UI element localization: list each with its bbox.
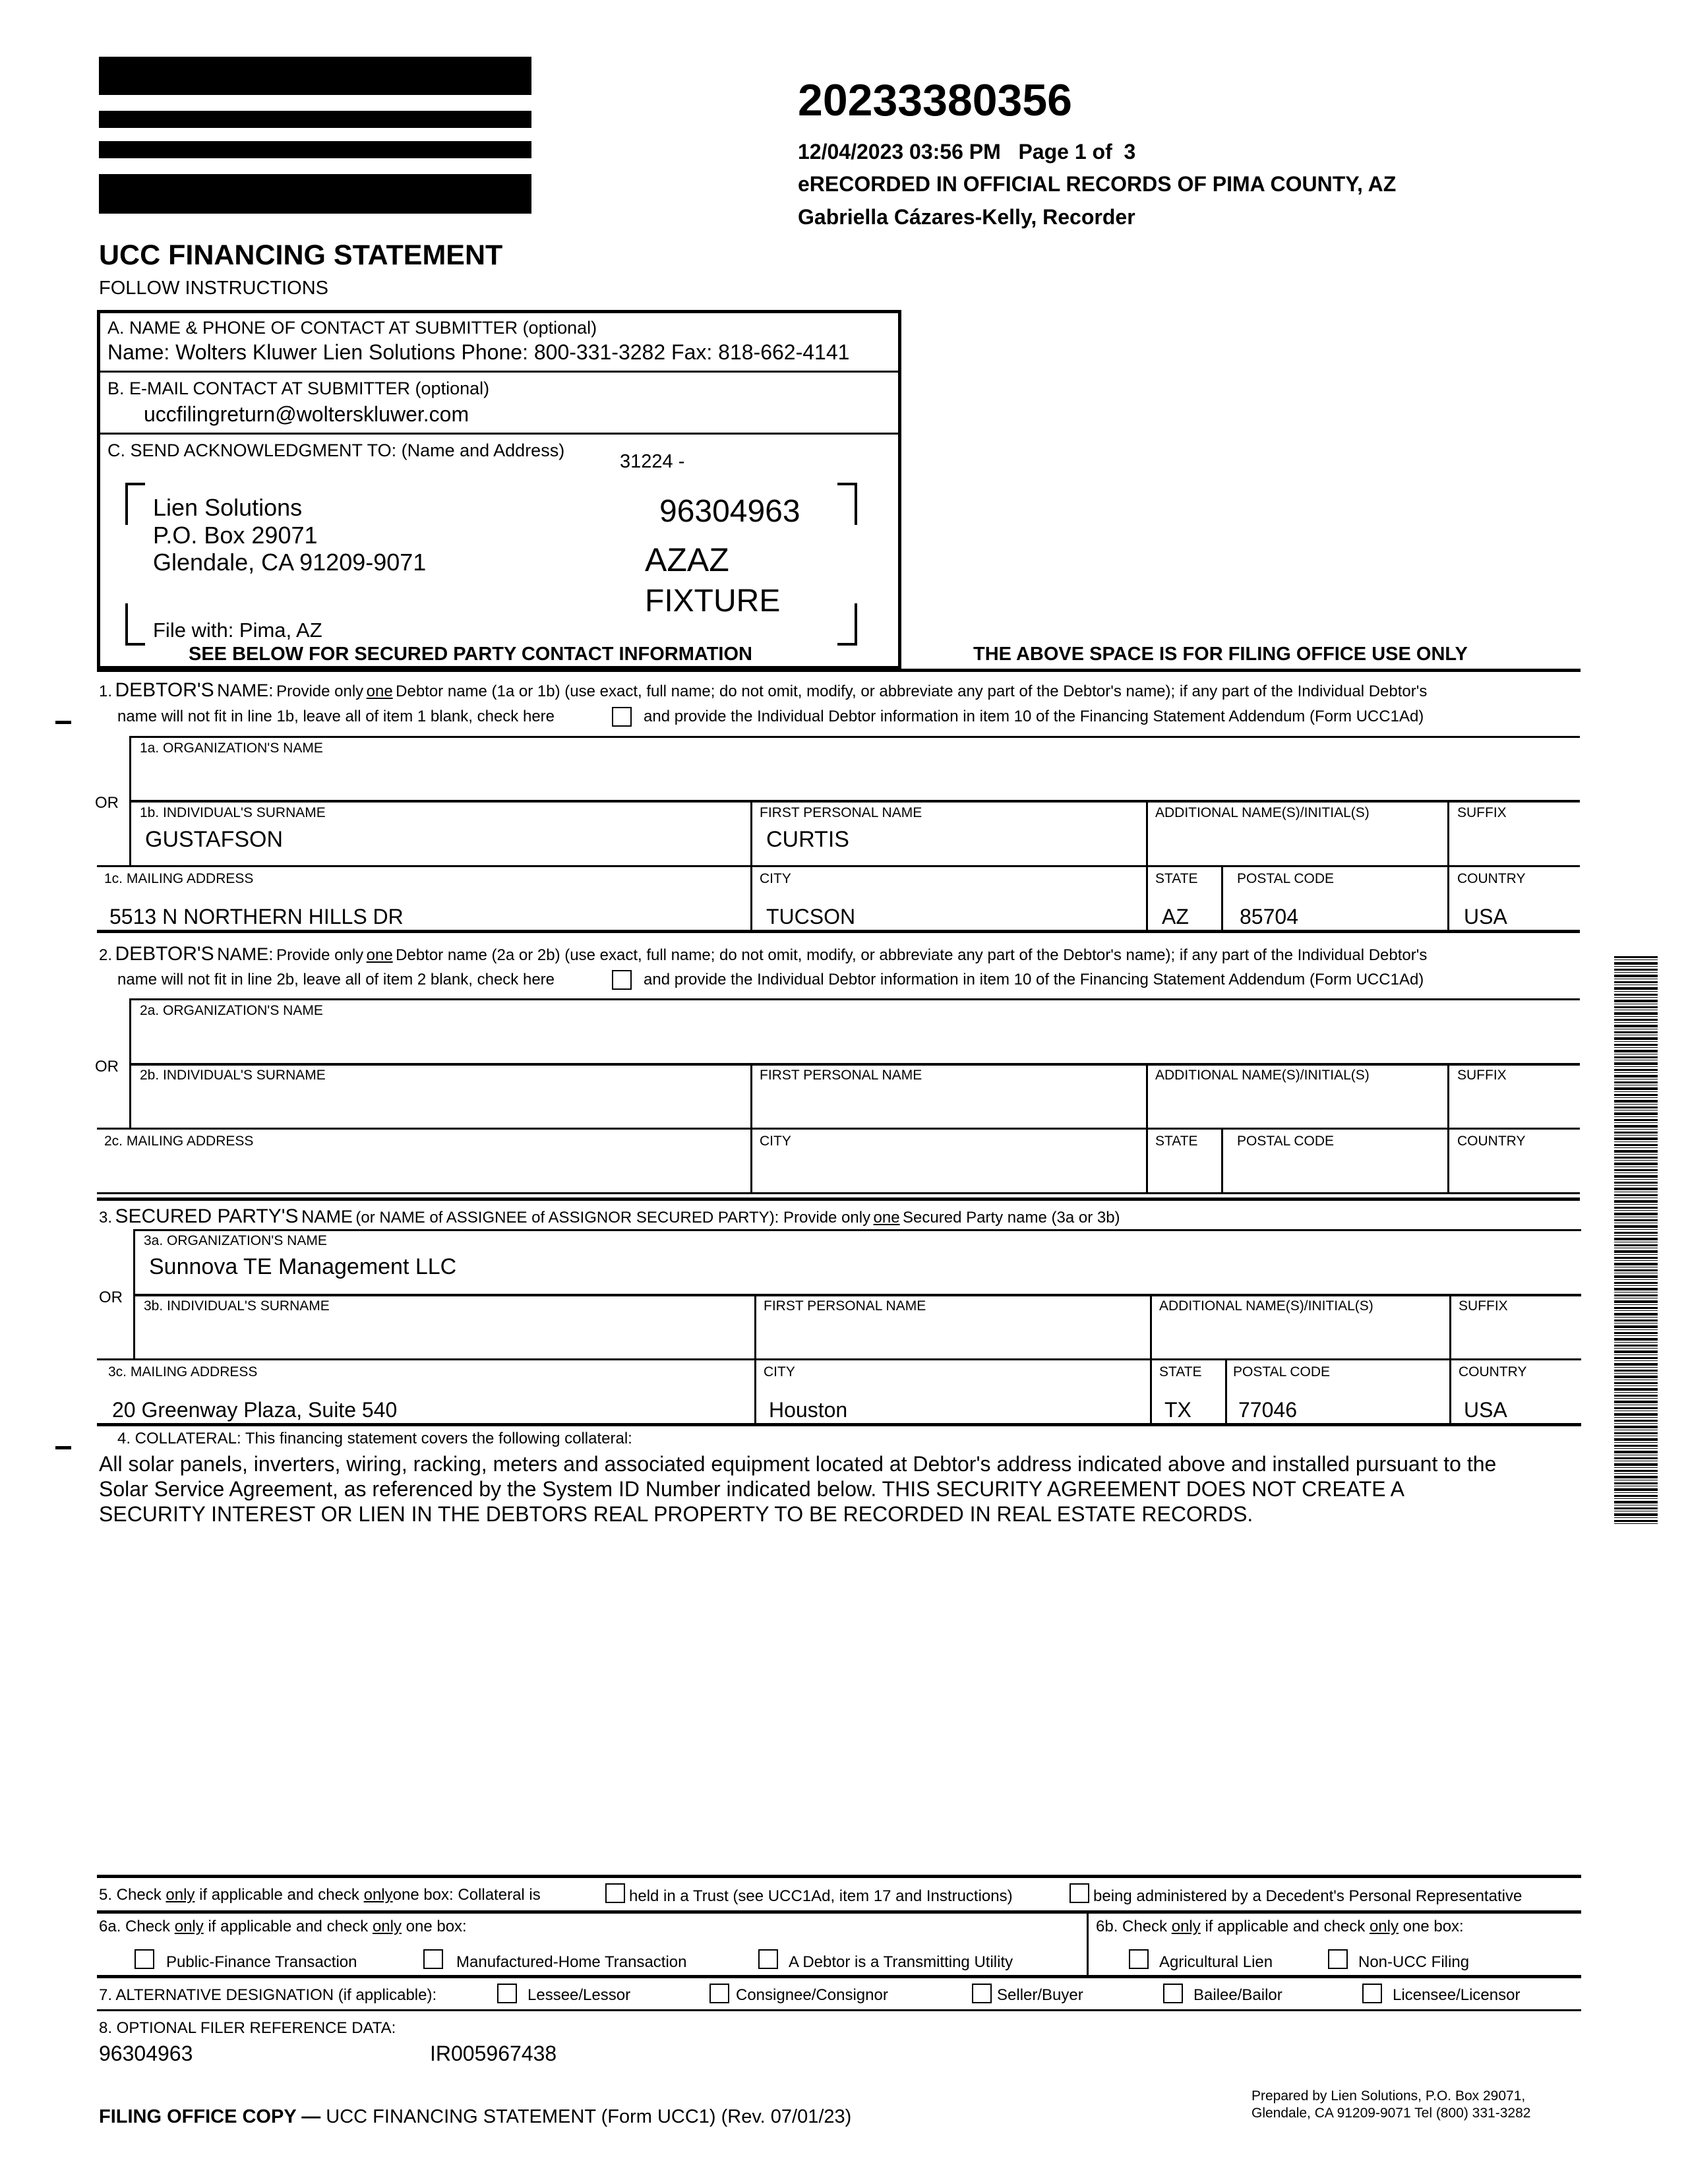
item6a-public-finance-checkbox[interactable] [135, 1949, 154, 1969]
section-a-label: A. NAME & PHONE OF CONTACT AT SUBMITTER (optional) [107, 318, 597, 338]
debtor2-org-label: 2a. ORGANIZATION'S NAME [140, 1003, 323, 1018]
bracket-bottom-right [837, 603, 857, 646]
footer-prepared-line2: Glendale, CA 91209-9071 Tel (800) 331-3282 [1251, 2106, 1531, 2121]
debtor2-addendum-checkbox[interactable] [612, 970, 632, 990]
debtor2-mail-label: 2c. MAILING ADDRESS [104, 1134, 254, 1149]
secured-mailing-address[interactable]: 20 Greenway Plaza, Suite 540 [112, 1398, 398, 1422]
debtor1-state[interactable]: AZ [1162, 905, 1189, 928]
ack-file-with: File with: Pima, AZ [153, 619, 322, 642]
item7-bailee-checkbox[interactable] [1163, 1984, 1183, 2003]
debtor2-org-field[interactable] [132, 1019, 1576, 1060]
rule-top [97, 669, 1581, 672]
ack-type: FIXTURE [645, 584, 781, 619]
debtor2-heading: 2. DEBTOR'S NAME: Provide only one Debtor name (2a or 2b) (use exact, full name; do not omit, modify, or abbreviate any part of the Debtor's name); if any part of the Individual Debtor's [99, 943, 1428, 965]
ack-code: AZAZ [645, 541, 729, 578]
secured-state-label: STATE [1159, 1364, 1202, 1380]
ack-number: 96304963 [659, 494, 800, 529]
debtor1-first-label: FIRST PERSONAL NAME [760, 805, 922, 820]
debtor1-instruction-line2: name will not fit in line 1b, leave all of item 1 blank, check here [117, 708, 555, 725]
item6a-manufactured-home-label: Manufactured-Home Transaction [456, 1953, 687, 1971]
debtor1-additional-label: ADDITIONAL NAME(S)/INITIAL(S) [1155, 805, 1370, 820]
debtor1-state-label: STATE [1155, 871, 1198, 886]
debtor1-postal[interactable]: 85704 [1240, 905, 1298, 928]
debtor2-postal-label: POSTAL CODE [1237, 1134, 1335, 1149]
item5-label: 5. Check only if applicable and check onlyone box: Collateral is [99, 1886, 541, 1904]
see-below-note: SEE BELOW FOR SECURED PARTY CONTACT INFORMATION [189, 644, 752, 665]
follow-instructions: FOLLOW INSTRUCTIONS [99, 278, 329, 299]
secured-country-label: COUNTRY [1459, 1364, 1527, 1380]
item7-seller-checkbox[interactable] [972, 1984, 992, 2003]
recorder-name: Gabriella Cázares-Kelly, Recorder [798, 205, 1135, 229]
debtor1-city-label: CITY [760, 871, 791, 886]
debtor1-city[interactable]: TUCSON [766, 905, 856, 928]
debtor2-or: OR [95, 1058, 119, 1076]
bracket-top-right [837, 483, 857, 525]
secured-surname-label: 3b. INDIVIDUAL'S SURNAME [144, 1298, 330, 1314]
item6a-public-finance-label: Public-Finance Transaction [166, 1953, 357, 1971]
secured-mail-label: 3c. MAILING ADDRESS [108, 1364, 258, 1380]
debtor1-suffix-label: SUFFIX [1457, 805, 1507, 820]
debtor2-suffix-label: SUFFIX [1457, 1068, 1507, 1083]
item6a-transmitting-utility-label: A Debtor is a Transmitting Utility [789, 1953, 1013, 1971]
item8-label: 8. OPTIONAL FILER REFERENCE DATA: [99, 2019, 396, 2037]
item7-licensee-checkbox[interactable] [1362, 1984, 1382, 2003]
secured-city[interactable]: Houston [769, 1398, 848, 1422]
debtor1-country[interactable]: USA [1464, 905, 1507, 928]
debtor1-surname[interactable]: GUSTAFSON [145, 827, 284, 852]
item5-decedent-label: being administered by a Decedent's Personal Representative [1093, 1887, 1522, 1905]
secured-postal[interactable]: 77046 [1238, 1398, 1297, 1422]
filing-office-space-note: THE ABOVE SPACE IS FOR FILING OFFICE USE ONLY [973, 644, 1468, 665]
item8-reference-1[interactable]: 96304963 [99, 2042, 193, 2065]
bracket-bottom-left [125, 603, 145, 646]
debtor2-additional-label: ADDITIONAL NAME(S)/INITIAL(S) [1155, 1068, 1370, 1083]
item7-lessee-checkbox[interactable] [497, 1984, 517, 2003]
recorded-in: eRECORDED IN OFFICIAL RECORDS OF PIMA COUNTY, AZ [798, 172, 1397, 196]
collateral-line3: SECURITY INTEREST OR LIEN IN THE DEBTORS REAL PROPERTY TO BE RECORDED IN REAL ESTATE RECORDS. [99, 1502, 1253, 1526]
secured-country[interactable]: USA [1464, 1398, 1507, 1422]
collateral-line2: Solar Service Agreement, as referenced by the System ID Number indicated below. THIS SECURITY AGREEMENT DOES NOT CREATE A [99, 1477, 1405, 1501]
item6b-agricultural-lien-checkbox[interactable] [1129, 1949, 1149, 1969]
secured-first-label: FIRST PERSONAL NAME [764, 1298, 926, 1314]
secured-org-name[interactable]: Sunnova TE Management LLC [149, 1254, 457, 1279]
item7-consignee-label: Consignee/Consignor [736, 1986, 888, 2004]
bracket-top-left [125, 483, 145, 525]
item5-trust-checkbox[interactable] [605, 1883, 625, 1903]
ack-address2: Glendale, CA 91209-9071 [153, 549, 427, 576]
margin-tick [55, 721, 71, 724]
secured-state[interactable]: TX [1164, 1398, 1191, 1422]
debtor2-state-label: STATE [1155, 1134, 1198, 1149]
debtor1-heading: 1. DEBTOR'S NAME: Provide only one Debtor name (1a or 1b) (use exact, full name; do not omit, modify, or abbreviate any part of the Debtor's name); if any part of the Individual Debtor's [99, 679, 1428, 701]
secured-suffix-label: SUFFIX [1459, 1298, 1508, 1314]
section-b-label: B. E-MAIL CONTACT AT SUBMITTER (optional) [107, 379, 490, 398]
debtor1-or: OR [95, 794, 119, 812]
item6b-agricultural-lien-label: Agricultural Lien [1159, 1953, 1273, 1971]
recorded-date: 12/04/2023 03:56 PM Page 1 of 3 [798, 140, 1136, 164]
item7-bailee-label: Bailee/Bailor [1193, 1986, 1282, 2004]
secured-postal-label: POSTAL CODE [1233, 1364, 1331, 1380]
item6a-label: 6a. Check only if applicable and check only one box: [99, 1918, 467, 1935]
debtor2-instruction-line2: name will not fit in line 2b, leave all of item 2 blank, check here [117, 971, 555, 988]
item7-licensee-label: Licensee/Licensor [1393, 1986, 1521, 2004]
ack-name: Lien Solutions [153, 494, 303, 521]
collateral-line1: All solar panels, inverters, wiring, racking, meters and associated equipment located at Debtor's address indicated above and installed pursuant to the [99, 1452, 1497, 1476]
document-number: 20233380356 [798, 75, 1073, 125]
section-c-label: C. SEND ACKNOWLEDGMENT TO: (Name and Address) [107, 440, 565, 460]
secured-org-label: 3a. ORGANIZATION'S NAME [144, 1233, 327, 1248]
item6a-manufactured-home-checkbox[interactable] [423, 1949, 443, 1969]
item8-reference-2[interactable]: IR005967438 [430, 2042, 557, 2065]
secured-or: OR [99, 1289, 123, 1306]
item6a-transmitting-utility-checkbox[interactable] [758, 1949, 778, 1969]
debtor1-first-name[interactable]: CURTIS [766, 827, 849, 852]
item6b-non-ucc-label: Non-UCC Filing [1358, 1953, 1470, 1971]
collateral-label: 4. COLLATERAL: This financing statement covers the following collateral: [117, 1430, 632, 1447]
debtor1-country-label: COUNTRY [1457, 871, 1526, 886]
debtor2-first-label: FIRST PERSONAL NAME [760, 1068, 922, 1083]
footer-form-line: FILING OFFICE COPY — UCC FINANCING STATEMENT (Form UCC1) (Rev. 07/01/23) [99, 2106, 852, 2127]
debtor1-mailing-address[interactable]: 5513 N NORTHERN HILLS DR [109, 905, 404, 928]
item5-trust-label: held in a Trust (see UCC1Ad, item 17 and Instructions) [629, 1887, 1013, 1905]
debtor1-addendum-checkbox[interactable] [612, 707, 632, 727]
debtor2-country-label: COUNTRY [1457, 1134, 1526, 1149]
debtor1-org-label: 1a. ORGANIZATION'S NAME [140, 741, 323, 756]
debtor2-surname-label: 2b. INDIVIDUAL'S SURNAME [140, 1068, 326, 1083]
item7-label: 7. ALTERNATIVE DESIGNATION (if applicable): [99, 1986, 437, 2004]
side-barcode [1614, 956, 1658, 1525]
form-title: UCC FINANCING STATEMENT [99, 239, 503, 271]
secured-city-label: CITY [764, 1364, 795, 1380]
debtor1-mail-label: 1c. MAILING ADDRESS [104, 871, 254, 886]
margin-tick [55, 1446, 71, 1449]
debtor2-instruction-line2b: and provide the Individual Debtor information in item 10 of the Financing Statement Addendum (Form UCC1Ad) [644, 971, 1424, 988]
item6b-label: 6b. Check only if applicable and check only one box: [1096, 1918, 1464, 1935]
section-a-value: Name: Wolters Kluwer Lien Solutions Phone: 800-331-3282 Fax: 818-662-4141 [107, 340, 850, 364]
section-b-value: uccfilingreturn@wolterskluwer.com [144, 402, 469, 426]
ack-address1: P.O. Box 29071 [153, 522, 318, 549]
section-c-ref: 31224 - [620, 451, 685, 472]
item7-lessee-label: Lessee/Lessor [528, 1986, 631, 2004]
debtor2-city-label: CITY [760, 1134, 791, 1149]
item7-seller-label: Seller/Buyer [997, 1986, 1083, 2004]
item7-consignee-checkbox[interactable] [709, 1984, 729, 2003]
secured-additional-label: ADDITIONAL NAME(S)/INITIAL(S) [1159, 1298, 1373, 1314]
secured-heading: 3. SECURED PARTY'S NAME (or NAME of ASSIGNEE of ASSIGNOR SECURED PARTY): Provide only one Secured Party name (3a or 3b) [99, 1205, 1120, 1227]
debtor1-surname-label: 1b. INDIVIDUAL'S SURNAME [140, 805, 326, 820]
item5-decedent-checkbox[interactable] [1070, 1883, 1089, 1903]
debtor1-instruction-line2b: and provide the Individual Debtor information in item 10 of the Financing Statement Addendum (Form UCC1Ad) [644, 708, 1424, 725]
debtor1-org-field[interactable] [132, 757, 1576, 798]
footer-prepared-line1: Prepared by Lien Solutions, P.O. Box 29071, [1251, 2088, 1526, 2104]
item6b-non-ucc-checkbox[interactable] [1328, 1949, 1348, 1969]
debtor1-postal-label: POSTAL CODE [1237, 871, 1335, 886]
